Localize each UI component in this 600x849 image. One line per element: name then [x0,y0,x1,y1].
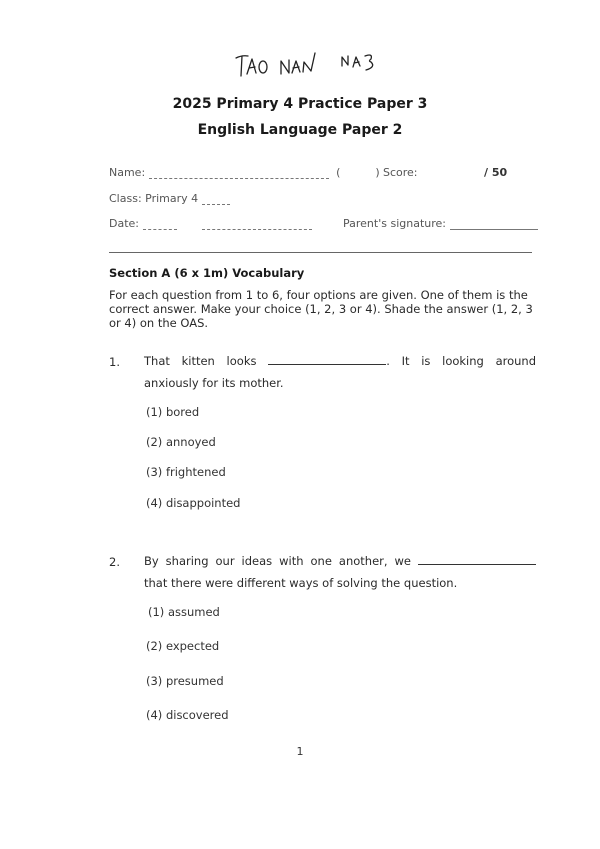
question-1-option-4[interactable]: (4) disappointed [146,496,241,510]
question-2-option-1[interactable]: (1) assumed [148,605,220,619]
register-number-paren: ( ) [336,166,380,179]
score-total: / 50 [484,166,508,179]
handwritten-name [232,48,392,82]
question-1-text-after: . It is looking around anxiously for its mother. [144,354,537,390]
question-1-text-before: That kitten looks [144,354,257,368]
name-label: Name: [109,166,146,179]
parent-signature-blank[interactable] [450,219,538,230]
question-2-option-3[interactable]: (3) presumed [146,674,224,688]
parent-signature-field[interactable] [343,217,538,230]
class-label: Class: Primary 4 [109,192,199,205]
date-blank-1[interactable] [143,219,177,230]
paper-title: 2025 Primary 4 Practice Paper 3 [172,96,428,112]
question-1-blank [268,353,386,365]
question-1-number: 1. [109,355,120,369]
question-1-option-3[interactable]: (3) frightened [146,465,226,479]
section-title: Section A (6 x 1m) Vocabulary [109,266,305,280]
question-1-text [144,350,536,394]
question-2-blank [418,553,536,565]
page-number: 1 [296,745,304,758]
question-1-option-2[interactable]: (2) annoyed [146,435,216,449]
question-2-option-4[interactable]: (4) discovered [146,708,229,722]
class-blank[interactable] [202,194,230,205]
section-instructions: For each question from 1 to 6, four options are given. One of them is the correct answer. Make your choice (1, 2, 3 or 4). Shade the answer (1, 2, 3 or 4) on the OAS. [109,288,533,330]
score-label: Score: [383,166,418,179]
date-field[interactable] [109,217,312,230]
date-label: Date: [109,217,139,230]
question-2-text-after: that there were different ways of solving the question. [144,576,458,590]
name-blank[interactable] [149,168,329,179]
question-2-text [144,550,536,594]
paper-subtitle: English Language Paper 2 [197,122,403,138]
date-blank-2[interactable] [202,219,312,230]
question-1-option-1[interactable]: (1) bored [146,405,200,419]
class-field[interactable] [109,192,230,205]
question-2-number: 2. [109,555,120,569]
question-2-text-before: By sharing our ideas with one another, we [144,554,412,568]
parent-signature-label: Parent's signature: [343,217,446,230]
name-field[interactable] [109,166,380,179]
question-2-option-2[interactable]: (2) expected [146,639,220,653]
divider [109,252,532,253]
